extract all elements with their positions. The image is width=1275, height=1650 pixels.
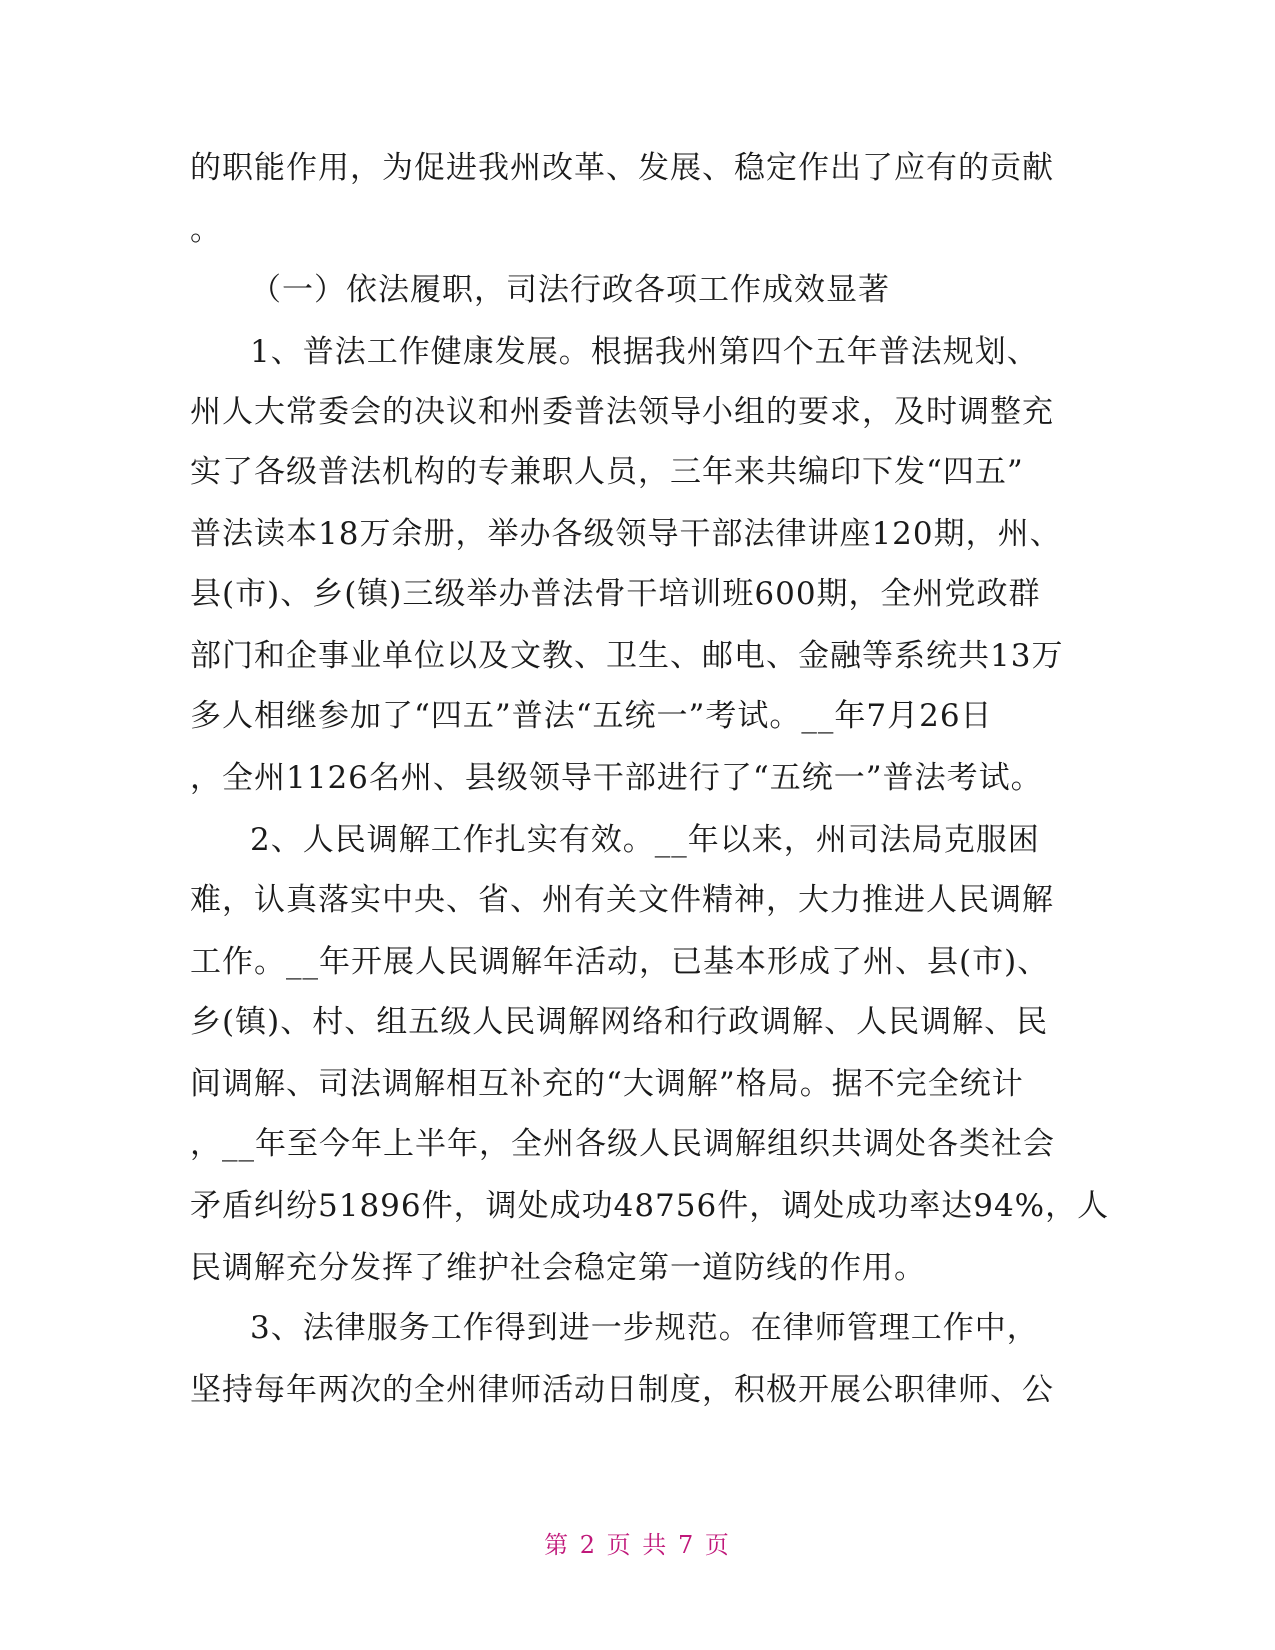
text-line-6: 实了各级普法机构的专兼职人员，三年来共编印下发“四五” — [190, 454, 1024, 490]
text-line-11: ，全州1126名州、县级领导干部进行了“五统一”普法考试。 — [190, 760, 1043, 796]
text-line-20: 3、法律服务工作得到进一步规范。在律师管理工作中， — [250, 1310, 1039, 1346]
text-line-18: 矛盾纠纷51896件，调处成功48756件，调处成功率达94%，人 — [190, 1188, 1110, 1224]
text-line-15: 乡(镇)、村、组五级人民调解网络和行政调解、人民调解、民 — [190, 1004, 1049, 1040]
text-line-4: 1、普法工作健康发展。根据我州第四个五年普法规划、 — [250, 334, 1039, 370]
text-line-10: 多人相继参加了“四五”普法“五统一”考试。__年7月26日 — [190, 698, 993, 734]
section-heading: （一）依法履职，司法行政各项工作成效显著 — [250, 272, 890, 308]
text-line-7: 普法读本18万余册，举办各级领导干部法律讲座120期，州、 — [190, 516, 1062, 552]
text-line-14: 工作。__年开展人民调解年活动，已基本形成了州、县(市)、 — [190, 944, 1050, 980]
text-line-1: 的职能作用，为促进我州改革、发展、稳定作出了应有的贡献 — [190, 150, 1054, 186]
text-line-19: 民调解充分发挥了维护社会稳定第一道防线的作用。 — [190, 1250, 926, 1286]
text-line-17: ，__年至今年上半年，全州各级人民调解组织共调处各类社会 — [190, 1126, 1055, 1162]
text-line-21: 坚持每年两次的全州律师活动日制度，积极开展公职律师、公 — [190, 1372, 1054, 1408]
page-number: 第 2 页 共 7 页 — [544, 1531, 731, 1559]
text-line-8: 县(市)、乡(镇)三级举办普法骨干培训班600期，全州党政群 — [190, 576, 1041, 612]
text-line-13: 难，认真落实中央、省、州有关文件精神，大力推进人民调解 — [190, 882, 1054, 918]
text-line-16: 间调解、司法调解相互补充的“大调解”格局。据不完全统计 — [190, 1066, 1024, 1102]
text-line-12: 2、人民调解工作扎实有效。__年以来，州司法局克服困 — [250, 822, 1040, 858]
text-line-9: 部门和企事业单位以及文教、卫生、邮电、金融等系统共13万 — [190, 638, 1064, 674]
text-line-5: 州人大常委会的决议和州委普法领导小组的要求，及时调整充 — [190, 394, 1054, 430]
text-line-2: 。 — [190, 212, 222, 248]
